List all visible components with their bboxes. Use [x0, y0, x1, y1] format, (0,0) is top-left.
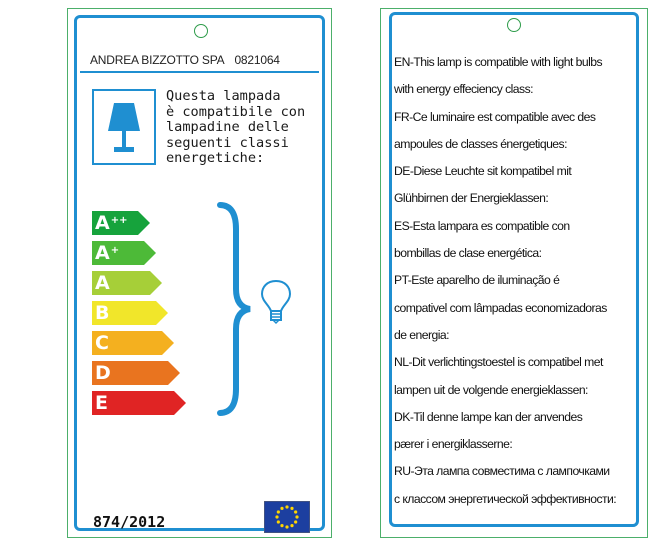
energy-class-label: C [95, 332, 109, 354]
energy-label-card [67, 8, 332, 538]
company-header [90, 53, 280, 67]
language-line: с классом энергетической эффективности: [394, 491, 617, 506]
table-lamp-icon [92, 89, 156, 165]
language-line: bombillas de clase energética: [394, 246, 542, 261]
language-line: lampen uit de volgende energieklassen: [394, 382, 588, 397]
language-line: RU-Эта лампа совместима с лампочками [394, 464, 610, 479]
language-line: compativel com lâmpadas economizadoras [394, 300, 607, 315]
energy-class-label: E [95, 392, 108, 414]
light-bulb-icon [260, 279, 292, 330]
language-text-block [394, 49, 639, 513]
multilingual-label-card [380, 8, 648, 538]
energy-class-label: D [95, 362, 111, 384]
regulation-number: 874/2012 [93, 513, 166, 531]
language-line: Glühbirnen der Energieklassen: [394, 191, 549, 206]
compatibility-text: Questa lampada è compatibile con lampadine delle seguenti classi energetiche: [166, 88, 306, 167]
language-line: ampoules de classes énergetiques: [394, 136, 567, 151]
energy-class-label: A+ [95, 242, 120, 264]
language-line: de energia: [394, 327, 449, 342]
eu-flag-icon [264, 501, 310, 538]
language-line: FR-Ce luminaire est compatible avec des [394, 109, 596, 124]
company-name: ANDREA BIZZOTTO SPA [90, 53, 225, 67]
product-code: 0821064 [234, 53, 280, 67]
language-line: DE-Diese Leuchte sit kompatibel mit [394, 164, 572, 179]
language-line: NL-Dit verlichtingstoestel is compatibel met [394, 355, 603, 370]
language-line: EN-This lamp is compatible with light bulbs [394, 55, 603, 69]
language-line: with energy effeciency class: [394, 82, 533, 97]
language-line: PT-Este aparelho de iluminação é [394, 273, 560, 288]
energy-class-label: A [95, 272, 110, 294]
energy-class-label: A++ [95, 212, 128, 234]
header-rule [80, 71, 319, 73]
energy-class-label: B [95, 302, 110, 324]
brace-icon [214, 199, 254, 424]
language-line: DK-Til denne lampe kan der anvendes [394, 409, 583, 424]
language-line: pærer i energiklasserne: [394, 437, 513, 452]
language-line: ES-Esta lampara es compatible con [394, 218, 570, 233]
